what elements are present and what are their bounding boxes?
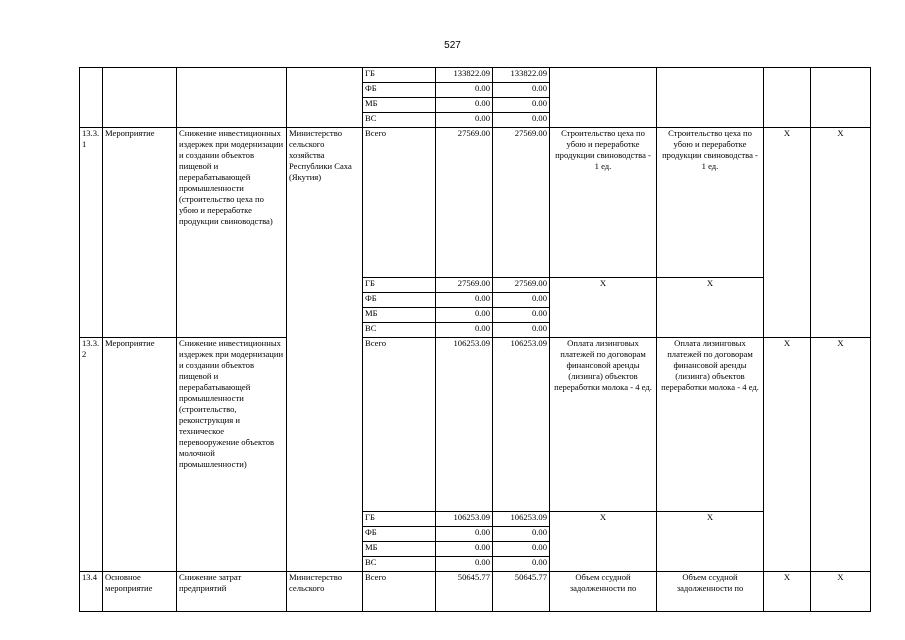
item-name: Снижение инвестиционных издержек при модернизации и создании объектов пищевой и перерабатывающей промышленности (строительство цеха по убою и переработке продукции свиноводства) (177, 128, 287, 338)
executor: Министерство сельского (287, 572, 363, 612)
page-number: 527 (444, 40, 461, 51)
result-cell: Объем ссудной задолженности по (657, 572, 764, 612)
value-cell: 0.00 (436, 323, 493, 338)
table-row (80, 338, 871, 512)
source-cell: МБ (363, 98, 436, 113)
value-cell: 133822.09 (436, 68, 493, 83)
item-number: 13.3. 1 (80, 128, 103, 338)
table-row (80, 572, 871, 612)
value-cell: 27569.00 (436, 128, 493, 278)
source-cell: ФБ (363, 527, 436, 542)
source-cell: ВС (363, 557, 436, 572)
item-name: Снижение затрат предприятий (177, 572, 287, 612)
source-cell: ВС (363, 113, 436, 128)
value-cell: 50645.77 (436, 572, 493, 612)
item-type: Основное мероприятие (103, 572, 177, 612)
value-cell: 0.00 (493, 113, 550, 128)
source-cell: ГБ (363, 278, 436, 293)
value-cell: 0.00 (493, 557, 550, 572)
result-cell: Объем ссудной задолженности по (550, 572, 657, 612)
item-number: 13.4 (80, 572, 103, 612)
value-cell: 0.00 (493, 323, 550, 338)
x-cell: X (764, 338, 811, 572)
value-cell: 27569.00 (436, 278, 493, 293)
result-cell: Строительство цеха по убою и переработке продукции свиноводства - 1 ед. (550, 128, 657, 278)
item-type: Мероприятие (103, 338, 177, 572)
value-cell: 50645.77 (493, 572, 550, 612)
source-cell: ФБ (363, 83, 436, 98)
value-cell: 27569.00 (493, 278, 550, 293)
value-cell: 0.00 (436, 83, 493, 98)
value-cell: 0.00 (493, 293, 550, 308)
source-cell: Всего (363, 572, 436, 612)
value-cell: 0.00 (436, 98, 493, 113)
source-cell: МБ (363, 308, 436, 323)
value-cell: 106253.09 (436, 512, 493, 527)
value-cell: 0.00 (436, 293, 493, 308)
value-cell: 106253.09 (493, 512, 550, 527)
value-cell: 0.00 (493, 308, 550, 323)
item-number: 13.3. 2 (80, 338, 103, 572)
value-cell: 0.00 (493, 527, 550, 542)
item-type: Мероприятие (103, 128, 177, 338)
x-cell: X (764, 572, 811, 612)
value-cell: 0.00 (436, 308, 493, 323)
program-table (79, 67, 871, 612)
x-cell: X (811, 572, 871, 612)
value-cell: 0.00 (493, 98, 550, 113)
x-cell: X (550, 278, 657, 338)
source-cell: ВС (363, 323, 436, 338)
x-cell: X (550, 512, 657, 572)
table-row (80, 128, 871, 278)
source-cell: ФБ (363, 293, 436, 308)
value-cell: 106253.09 (436, 338, 493, 512)
result-cell: Строительство цеха по убою и переработке продукции свиноводства - 1 ед. (657, 128, 764, 278)
x-cell: X (657, 512, 764, 572)
result-cell: Оплата лизинговых платежей по договорам финансовой аренды (лизинга) объектов переработки молока - 4 ед. (550, 338, 657, 512)
item-name: Снижение инвестиционных издержек при модернизации и создании объектов пищевой и перерабатывающей промышленности (строительство, реконструкция и техническое перевооружение объектов молочной промышленности) (177, 338, 287, 572)
value-cell: 133822.09 (493, 68, 550, 83)
value-cell: 0.00 (436, 542, 493, 557)
source-cell: Всего (363, 338, 436, 512)
value-cell: 0.00 (436, 557, 493, 572)
value-cell: 0.00 (436, 113, 493, 128)
value-cell: 0.00 (436, 527, 493, 542)
value-cell: 0.00 (493, 542, 550, 557)
value-cell: 106253.09 (493, 338, 550, 512)
source-cell: МБ (363, 542, 436, 557)
x-cell: X (657, 278, 764, 338)
source-cell: ГБ (363, 68, 436, 83)
value-cell: 27569.00 (493, 128, 550, 278)
executor: Министерство сельского хозяйства Республики Саха (Якутия) (287, 128, 363, 572)
result-cell: Оплата лизинговых платежей по договорам финансовой аренды (лизинга) объектов переработки молока - 4 ед. (657, 338, 764, 512)
x-cell: X (764, 128, 811, 338)
value-cell: 0.00 (493, 83, 550, 98)
x-cell: X (811, 338, 871, 572)
source-cell: Всего (363, 128, 436, 278)
table-row (80, 68, 871, 83)
x-cell: X (811, 128, 871, 338)
source-cell: ГБ (363, 512, 436, 527)
